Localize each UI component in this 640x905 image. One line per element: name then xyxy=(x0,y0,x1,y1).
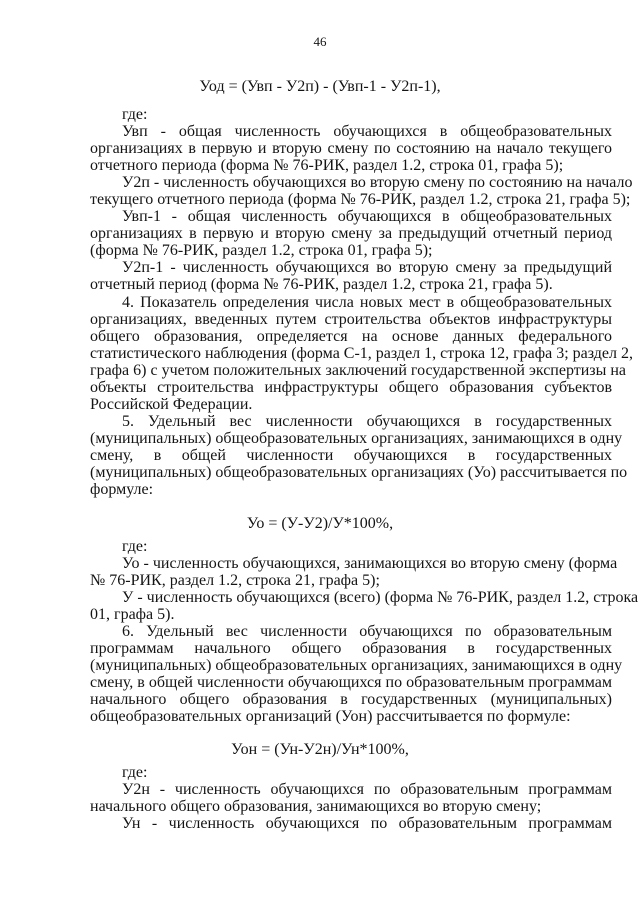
text-line: смену, в общей численности обучающихся по образовательным программам xyxy=(90,674,612,691)
page-number: 46 xyxy=(313,34,327,49)
text-line: объекты строительства инфраструктуры общего образования субъектов xyxy=(90,379,612,396)
text-line: У2н - численность обучающихся по образовательным программам xyxy=(122,781,612,798)
text-line: общего образования, определяется на основе данных федерального xyxy=(90,328,612,345)
text-line: отчетного периода (форма № 76-РИК, раздел 1.2, строка 01, графа 5); xyxy=(90,157,564,174)
text-line: где: xyxy=(122,106,148,123)
formula-line: Уо = (У-У2)/У*100%, xyxy=(246,515,394,532)
text-line: 6. Удельный вес численности обучающихся по образовательным xyxy=(122,623,612,640)
text-line: графа 6) с учетом положительных заключений государственной экспертизы на xyxy=(90,362,627,379)
text-line: Ун - численность обучающихся по образовательным программам xyxy=(122,815,612,832)
text-line: У2п-1 - численность обучающихся во вторую смену за предыдущий xyxy=(122,259,612,276)
text-line: организациях в первую и вторую смену по состоянию на начало текущего xyxy=(90,140,612,157)
text-line: статистического наблюдения (форма С-1, раздел 1, строка 12, графа 3; раздел 2, xyxy=(90,345,634,362)
text-line: 4. Показатель определения числа новых мест в общеобразовательных xyxy=(122,294,612,311)
text-line: где: xyxy=(122,538,148,555)
text-line: (муниципальных) общеобразовательных организациях, занимающихся в одну xyxy=(90,430,623,447)
text-line: начального общего образования, занимающихся во вторую смену; xyxy=(90,798,542,815)
text-line: отчетный период (форма № 76-РИК, раздел 1.2, строка 21, графа 5). xyxy=(90,276,553,293)
text-line: где: xyxy=(122,764,148,781)
text-line: смену, в общей численности обучающихся в государственных xyxy=(90,447,612,464)
text-line: (муниципальных) общеобразовательных организациях, занимающихся в одну xyxy=(90,657,623,674)
text-line: Увп - общая численность обучающихся в общеобразовательных xyxy=(122,123,612,140)
text-line: организациях, введенных путем строительства объектов инфраструктуры xyxy=(90,311,612,328)
text-line: общеобразовательных организаций (Уон) рассчитывается по формуле: xyxy=(90,708,571,725)
text-line: Уо - численность обучающихся, занимающихся во вторую смену (форма xyxy=(122,555,618,572)
text-line: начального общего образования в государственных (муниципальных) xyxy=(90,691,612,708)
text-line: У2п - численность обучающихся во вторую смену по состоянию на начало xyxy=(122,174,633,191)
formula-line: Уон = (Ун-У2н)/Ун*100%, xyxy=(231,741,409,758)
text-line: № 76-РИК, раздел 1.2, строка 21, графа 5); xyxy=(90,572,380,589)
text-line: текущего отчетного периода (форма № 76-РИК, раздел 1.2, строка 21, графа 5); xyxy=(90,191,631,208)
formula-line: Уод = (Увп - У2п) - (Увп-1 - У2п-1), xyxy=(199,78,441,95)
text-line: (форма № 76-РИК, раздел 1.2, строка 01, графа 5); xyxy=(90,242,433,259)
text-line: У - численность обучающихся (всего) (форма № 76-РИК, раздел 1.2, строка xyxy=(122,589,639,606)
text-line: формуле: xyxy=(90,481,154,498)
text-line: программам начального общего образования в государственных xyxy=(90,640,612,657)
text-line: Российской Федерации. xyxy=(90,396,253,413)
text-line: 5. Удельный вес численности обучающихся в государственных xyxy=(122,413,612,430)
text-line: организациях в первую и вторую смену за предыдущий отчетный период xyxy=(90,225,612,242)
text-line: 01, графа 5). xyxy=(90,606,175,623)
text-line: Увп-1 - общая численность обучающихся в общеобразовательных xyxy=(122,208,612,225)
text-line: (муниципальных) общеобразовательных организациях (Уо) рассчитывается по xyxy=(90,464,628,481)
